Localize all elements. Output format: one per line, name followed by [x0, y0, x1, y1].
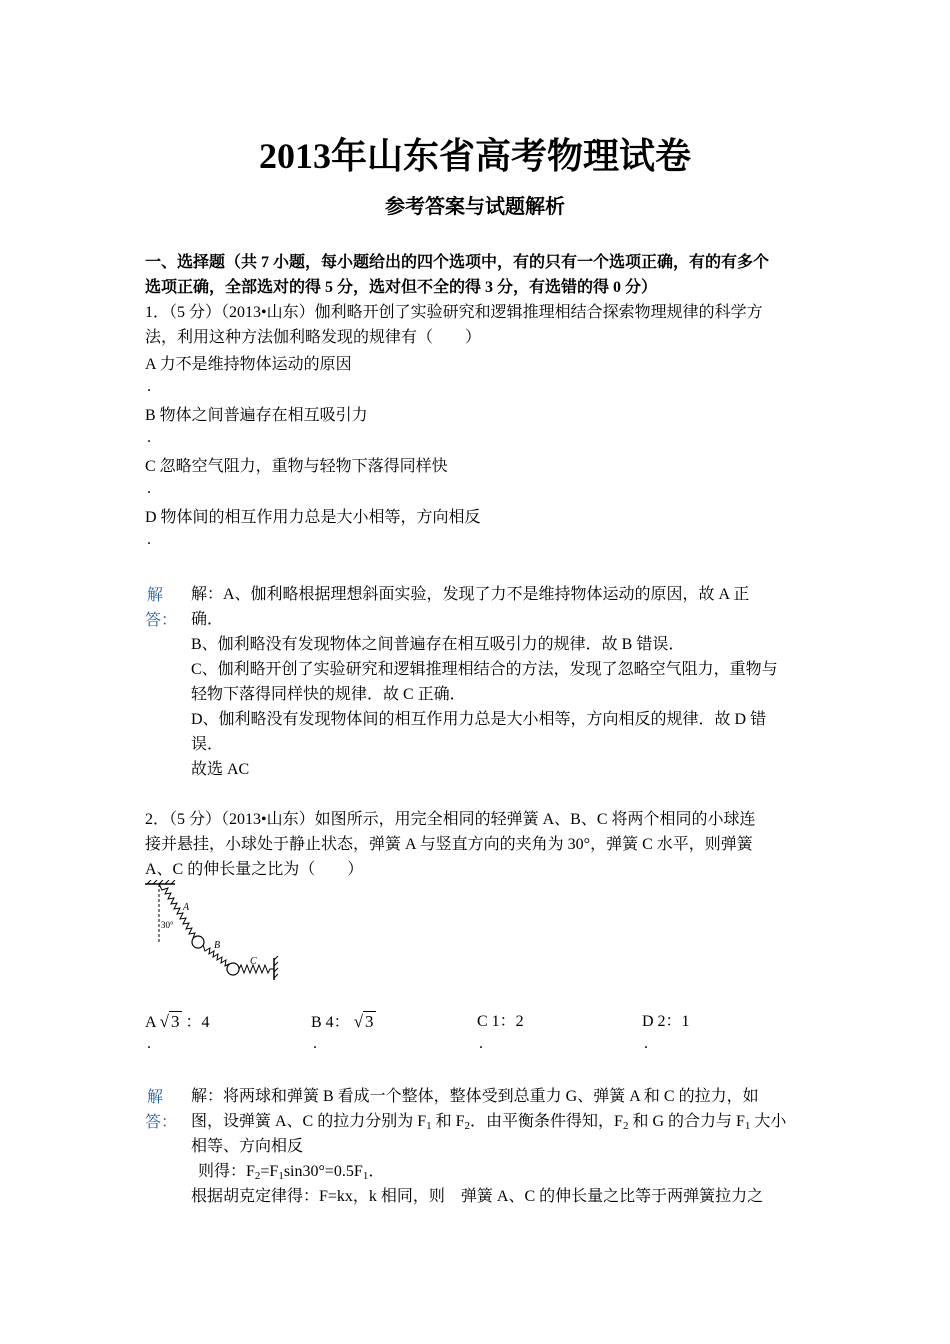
q1-option-c: C 忽略空气阻力，重物与轻物下落得同样快 — [145, 458, 448, 475]
q2-stem-line-2: 接并悬挂，小球处于静止状态，弹簧 A 与竖直方向的夹角为 30°，弹簧 C 水平，则弹簧 — [145, 836, 753, 853]
q2-option-d-dot: . — [644, 1035, 648, 1052]
label-spring-c: C — [250, 956, 257, 967]
q2-option-a-radicand: 3 — [171, 1012, 180, 1031]
q2-stem-line-3: A、C 的伸长量之比为（ ） — [145, 861, 364, 878]
q2-solution-line-5: 根据胡克定律得：F=kx，k 相同，则 弹簧 A、C 的伸长量之比等于两弹簧拉力之 — [191, 1188, 764, 1205]
ball-2 — [227, 963, 239, 975]
section-heading-line-1: 一、选择题（共 7 小题，每小题给出的四个选项中，有的只有一个选项正确，有的有多个 — [145, 254, 770, 271]
section-heading-line-2: 选项正确，全部选对的得 5 分，选对但不全的得 3 分，有选错的得 0 分） — [145, 279, 658, 296]
q2-option-a-prefix: A — [145, 1014, 156, 1031]
ball-1 — [192, 936, 204, 948]
q2-solution-line-4: 则得：$F_2=F_1\sin 30^\circ=0.5F_1$． — [198, 1163, 385, 1182]
q2-option-c-dot: . — [479, 1035, 483, 1052]
q1-option-b-dot: . — [147, 429, 151, 446]
q1-stem-line-1: 1．（5 分）（2013•山东）伽利略开创了实验研究和逻辑推理相结合探索物理规律的科学方 — [145, 304, 763, 321]
q2-solution-line-2: 图，设弹簧 A、C 的拉力分别为 $F_1$ 和 $F_2$．由平衡条件得知，$F_2$ 和 G 的合力与 $F_1$ 大小 — [191, 1113, 787, 1132]
q2-stem-line-1: 2．（5 分）（2013•山东）如图所示，用完全相同的轻弹簧 A、B、C 将两个相同的小球连 — [145, 811, 756, 828]
q1-solution-line-5: 轻物下落得同样快的规律．故 C 正确． — [191, 686, 466, 703]
q2-option-c: C 1：2 — [477, 1013, 524, 1030]
q1-solution-line-3: B、伽利略没有发现物体之间普遍存在相互吸引力的规律．故 B 错误． — [191, 636, 685, 653]
q2-option-a — [145, 1009, 210, 1035]
q2-solution-label-2: 答： — [145, 1114, 178, 1131]
q2-option-b — [311, 1009, 376, 1035]
q1-stem-line-2: 法，利用这种方法伽利略发现的规律有（ ） — [145, 329, 482, 346]
q2-option-a-dot: . — [147, 1035, 151, 1052]
q1-option-b: B 物体之间普遍存在相互吸引力 — [145, 407, 368, 424]
page-title: 2013年山东省高考物理试卷 — [258, 136, 691, 176]
label-spring-a: A — [183, 902, 190, 913]
spring-ball-figure — [143, 880, 283, 990]
page-subtitle: 参考答案与试题解析 — [385, 196, 565, 218]
q2-solution-line-3: 相等、方向相反 — [191, 1138, 304, 1155]
q1-option-d-dot: . — [147, 531, 151, 548]
q1-solution-line-7: 误． — [191, 736, 224, 753]
q2-option-b-prefix: B 4： — [311, 1014, 350, 1031]
q1-option-d: D 物体间的相互作用力总是大小相等，方向相反 — [145, 509, 481, 526]
q2-solution-line-1: 解：将两球和弹簧 B 看成一个整体，整体受到总重力 G、弹簧 A 和 C 的拉力，如 — [191, 1088, 759, 1105]
q1-option-a-dot: . — [147, 378, 151, 395]
q1-solution-line-4: C、伽利略开创了实验研究和逻辑推理相结合的方法，发现了忽略空气阻力，重物与 — [191, 661, 778, 678]
sqrt-symbol: √ 3 — [353, 1012, 374, 1031]
q1-option-c-dot: . — [147, 480, 151, 497]
q2-option-a-rest: ：4 — [185, 1014, 210, 1031]
q1-solution-line-8: 故选 AC — [191, 761, 250, 778]
q2-option-b-dot: . — [313, 1035, 317, 1052]
label-angle: 30° — [161, 920, 174, 930]
q1-solution-line-2: 确． — [191, 611, 224, 628]
q2-solution-label-1: 解 — [147, 1089, 164, 1106]
sqrt-symbol: √ 3 — [159, 1012, 180, 1031]
q2-option-b-radicand: 3 — [365, 1012, 374, 1031]
q1-solution-line-6: D、伽利略没有发现物体间的相互作用力总是大小相等，方向相反的规律．故 D 错 — [191, 711, 767, 728]
label-spring-b: B — [214, 940, 221, 951]
q1-option-a: A 力不是维持物体运动的原因 — [145, 356, 352, 373]
q1-solution-label-2: 答： — [145, 612, 178, 629]
q1-solution-label-1: 解 — [147, 587, 164, 604]
q2-option-d: D 2：1 — [642, 1013, 690, 1030]
q1-solution-line-1: 解：A、伽利略根据理想斜面实验，发现了力不是维持物体运动的原因，故 A 正 — [191, 586, 750, 603]
